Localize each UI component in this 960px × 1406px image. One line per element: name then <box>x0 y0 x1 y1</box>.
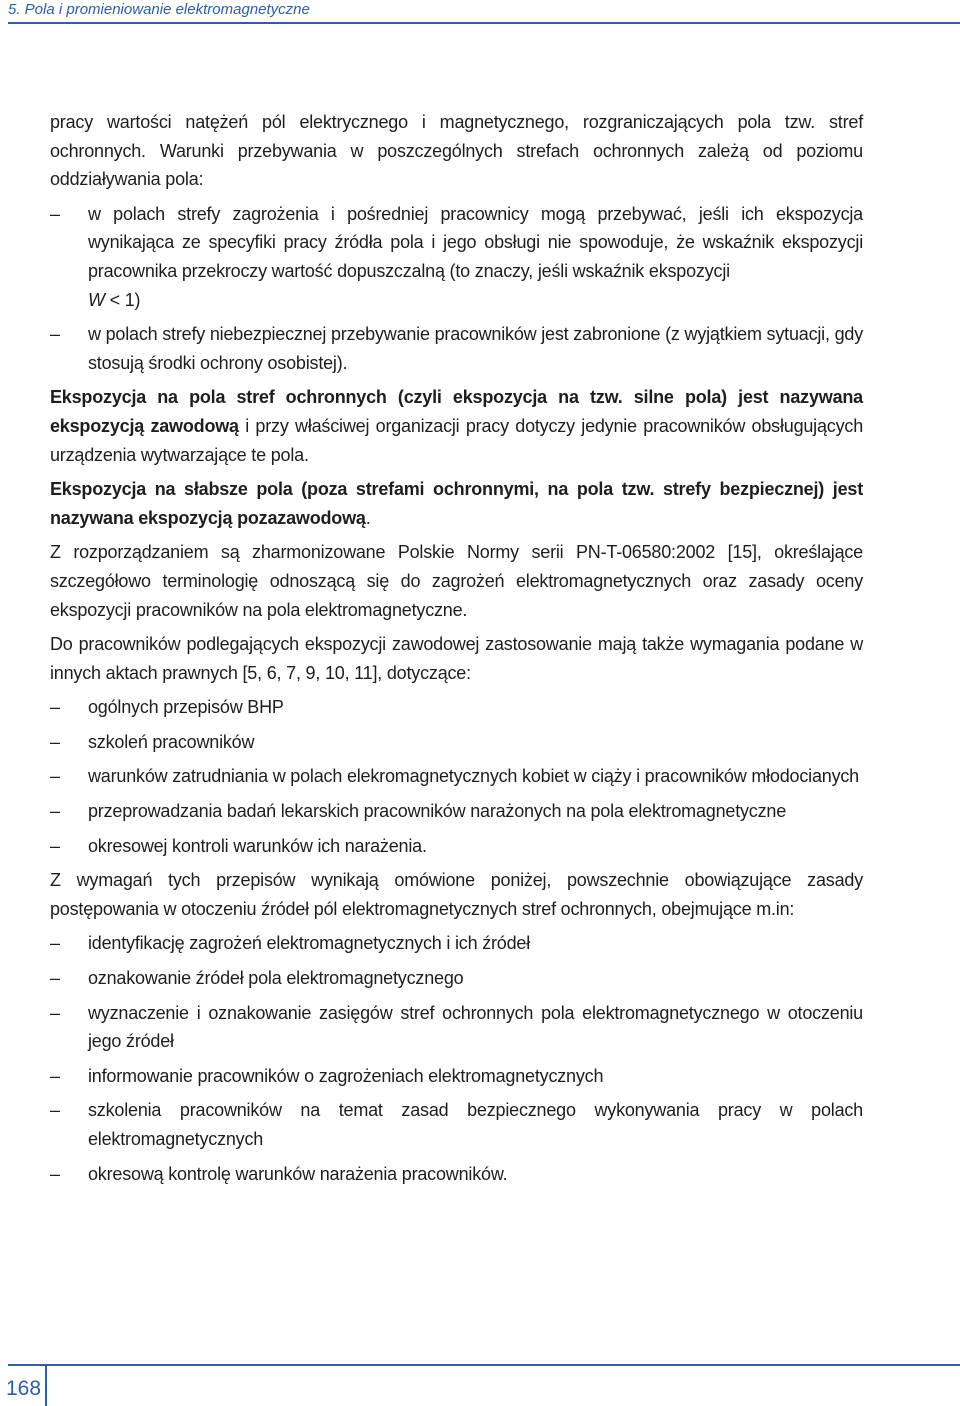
list-item: – oznakowanie źródeł pola elektromagnetycznego <box>50 964 863 993</box>
exposure-index-symbol: W <box>88 289 105 310</box>
list-item: – w polach strefy zagrożenia i pośredniej pracownicy mogą przebywać, jeśli ich ekspozycja wynikająca ze specyfiki pracy źródła pola i jego obsługi nie spowoduje, że wskaźnik ekspozycji pracownika przekroczy wartość dopuszczalną (to znaczy, jeśli wskaźnik ekspozycji W < 1) <box>50 200 863 314</box>
paragraph-non-occupational: Ekspozycja na słabsze pola (poza strefami ochronnymi, na pola tzw. strefy bezpiecznej) jest nazywana ekspozycją pozazawodową. <box>50 479 863 528</box>
paragraph-standards: Z rozporządzaniem są zharmonizowane Polskie Normy serii PN-T-06580:2002 [15], określające szczegółowo terminologię odnoszącą się do zagrożeń elektromagnetycznych oraz zasady oceny ekspozycji pracowników na pola elektromagnetyczne. <box>50 542 863 620</box>
list-item: – okresową kontrolę warunków narażenia pracowników. <box>50 1160 863 1189</box>
list-item: – informowanie pracowników o zagrożeniach elektromagnetycznych <box>50 1062 863 1091</box>
paragraph-intro: pracy wartości natężeń pól elektrycznego i magnetycznego, rozgraniczających pola tzw. stref ochronnych. Warunki przebywania w poszczególnych strefach ochronnych zależą od poziomu oddziaływania pola: <box>50 112 863 190</box>
requirements-list <box>50 693 863 860</box>
list-item: – wyznaczenie i oznakowanie zasięgów stref ochronnych pola elektromagnetycznego w otoczeniu jego źródeł <box>50 999 863 1056</box>
running-title: 5. Pola i promieniowanie elektromagnetyczne <box>8 1 310 18</box>
list-item: – warunków zatrudniania w polach elekromagnetycznych kobiet w ciąży i pracowników młodocianych <box>50 762 863 791</box>
page-body <box>50 108 863 1194</box>
paragraph-occupational: Ekspozycja na pola stref ochronnych (czyli ekspozycja na tzw. silne pola) jest nazywana ekspozycją zawodową i przy właściwej organizacji pracy dotyczy jedynie pracowników obsługujących urządzenia wytwarzające te pola. <box>50 387 864 465</box>
list-item: – okresowej kontroli warunków ich narażenia. <box>50 832 863 861</box>
paragraph-principles: Z wymagań tych przepisów wynikają omówione poniżej, powszechnie obowiązujące zasady postępowania w otoczeniu źródeł pól elektromagnetycznych stref ochronnych, obejmujące m.in: <box>50 870 863 919</box>
list-item: – szkoleń pracowników <box>50 728 863 757</box>
principles-list <box>50 929 863 1188</box>
list-item: – szkolenia pracowników na temat zasad bezpiecznego wykonywania pracy w polach elektromagnetycznych <box>50 1096 863 1153</box>
footer-rule <box>8 1364 960 1366</box>
zone-rules-list <box>50 200 863 378</box>
list-item: – ogólnych przepisów BHP <box>50 693 863 722</box>
list-item: – przeprowadzania badań lekarskich pracowników narażonych na pola elektromagnetyczne <box>50 797 863 826</box>
page-number: 168 <box>6 1377 42 1400</box>
running-header <box>8 0 960 24</box>
list-item: – identyfikację zagrożeń elektromagnetycznych i ich źródeł <box>50 929 863 958</box>
paragraph-requirements: Do pracowników podlegających ekspozycji zawodowej zastosowanie mają także wymagania podane w innych aktach prawnych [5, 6, 7, 9, 10, 11], dotyczące: <box>50 634 863 683</box>
list-item: – w polach strefy niebezpiecznej przebywanie pracowników jest zabronione (z wyjątkiem sytuacji, gdy stosują środki ochrony osobistej). <box>50 320 863 377</box>
